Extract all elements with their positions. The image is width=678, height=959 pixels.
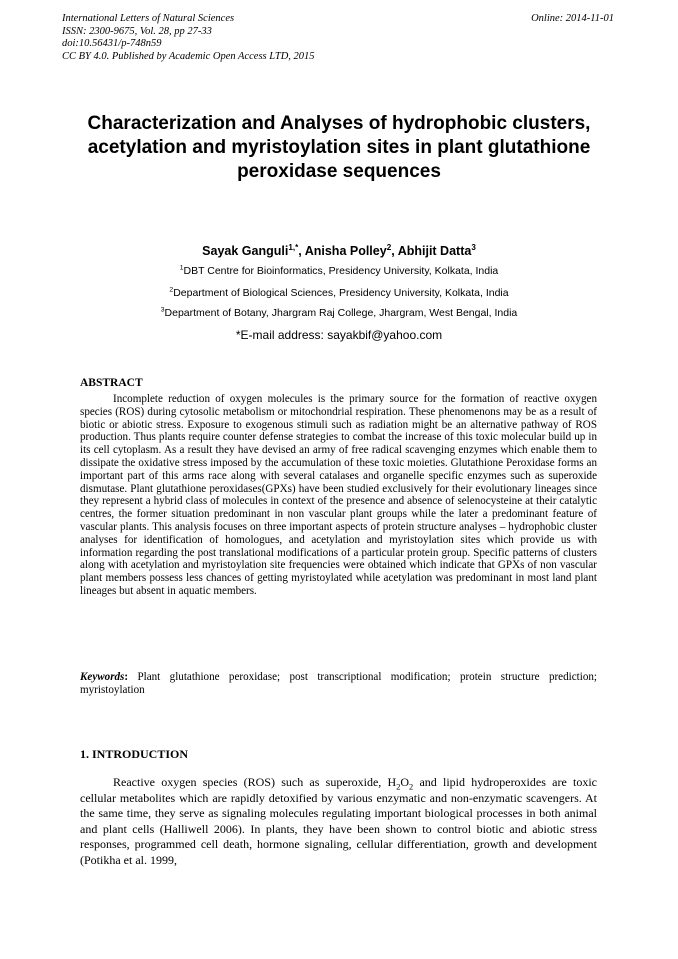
journal-issn: ISSN: 2300-9675, Vol. 28, pp 27-33	[62, 25, 212, 37]
affiliation-2	[70, 287, 608, 300]
affiliation-1	[70, 265, 608, 278]
introduction-paragraph	[80, 775, 597, 868]
journal-header	[62, 13, 315, 63]
affiliation-3	[70, 307, 608, 320]
abstract-text: Incomplete reduction of oxygen molecules is the primary source for the formation of reactive oxygen species (ROS) during cytosolic metabolism or mitochondrial respiration. These phenomenons may be as a result of biotic or abiotic stress. Exposure to exogenous stimuli such as radiation might be an alternative pathway of ROS production. Thus plants require counter defense strategies to combat the increase of this toxic molecular build up in its cell cytoplasm. As a result they have devised an army of free radical scavenging enzymes which enable them to dissipate the oxidative stress imposed by the accumulation of these toxic moieties. Glutathione Peroxidase forms an important part of this arms race along with several catalases and organelle specific enzymes such as superoxide dismutase. Plant glutathione peroxidases(GPXs) have been studied exclusively for their evolutionary lineages since they represent a hybrid class of molecules in context of the presence and absence of selenocysteine at their catalytic centres, the former situation predominant in non vascular plant groups while the later a predominant feature of vascular plants. This analysis focuses on three important aspects of protein structure analyses – hydrophobic cluster analyses for identification of homologues, and acetylation and myristoylation sites which provide us with information regarding the post translational modifications of a particular protein group. Specific patterns of clusters along with acetylation and myristoylation site frequencies were obtained which indicate that GPXs of non vascular plant members possess less chances of getting myristoylated while acetylation was predominant in most land plant lineages but absent in aquatic members.	[80, 393, 597, 597]
contact-email: *E-mail address: sayakbif@yahoo.com	[235, 328, 443, 342]
subscript: 2	[396, 782, 401, 792]
author-separator: ,	[391, 244, 398, 258]
journal-name: International Letters of Natural Sciences	[62, 13, 235, 24]
affiliation-text: Department of Biological Sciences, Presidency University, Kolkata, India	[173, 287, 509, 299]
author-name: Sayak Ganguli	[202, 244, 289, 258]
author-affiliation-mark: 3	[471, 242, 476, 252]
affiliation-text: Department of Botany, Jhargram Raj College, Jhargram, West Bengal, India	[164, 307, 518, 319]
keywords-label: Keywords	[80, 671, 125, 683]
affiliation-mark: 1	[179, 264, 184, 272]
journal-license: CC BY 4.0. Published by Academic Open Access LTD, 2015	[62, 50, 315, 62]
intro-text-rest: and lipid hydroperoxides are toxic cellular metabolites which are rapidly detoxified by various enzymatic and non-enzymatic scavengers. At the same time, they serve as signaling molecules regulating important biological processes in both animal and plant cells (Halliwell 2006). In plants, they have been shown to control biotic and abiotic stress responses, programmed cell death, hormone signaling, cellular differentiation, growth and development (Potikha et al. 1999,	[80, 775, 597, 867]
author-affiliation-mark: 1,*	[288, 242, 299, 252]
affiliation-mark: 2	[169, 286, 174, 294]
author-affiliation-mark: 2	[386, 242, 392, 252]
affiliation-text: DBT Centre for Bioinformatics, Presidency University, Kolkata, India	[183, 265, 499, 277]
author-name: Abhijit Datta	[397, 244, 472, 258]
affiliation-mark: 3	[160, 306, 165, 314]
author-name: Anisha Polley	[304, 244, 387, 258]
keywords-text: Plant glutathione peroxidase; post transcriptional modification; protein structure prediction; myristoylation	[80, 671, 597, 696]
author-list	[70, 243, 608, 259]
journal-doi: doi:10.56431/p-748n59	[62, 38, 162, 49]
intro-text-mid: O	[400, 775, 410, 789]
paper-title: Characterization and Analyses of hydrophobic clusters, acetylation and myristoylation sites in plant glutathione peroxidase sequences	[87, 113, 591, 182]
intro-text-start: Reactive oxygen species (ROS) such as superoxide, H	[113, 775, 397, 789]
keywords	[80, 671, 597, 697]
subscript: 2	[409, 782, 414, 792]
section-heading-introduction: 1. INTRODUCTION	[80, 747, 189, 761]
author-separator: ,	[298, 244, 305, 258]
keywords-colon: :	[124, 671, 138, 683]
online-date: Online: 2014-11-01	[531, 13, 614, 24]
abstract-heading: ABSTRACT	[80, 377, 143, 389]
